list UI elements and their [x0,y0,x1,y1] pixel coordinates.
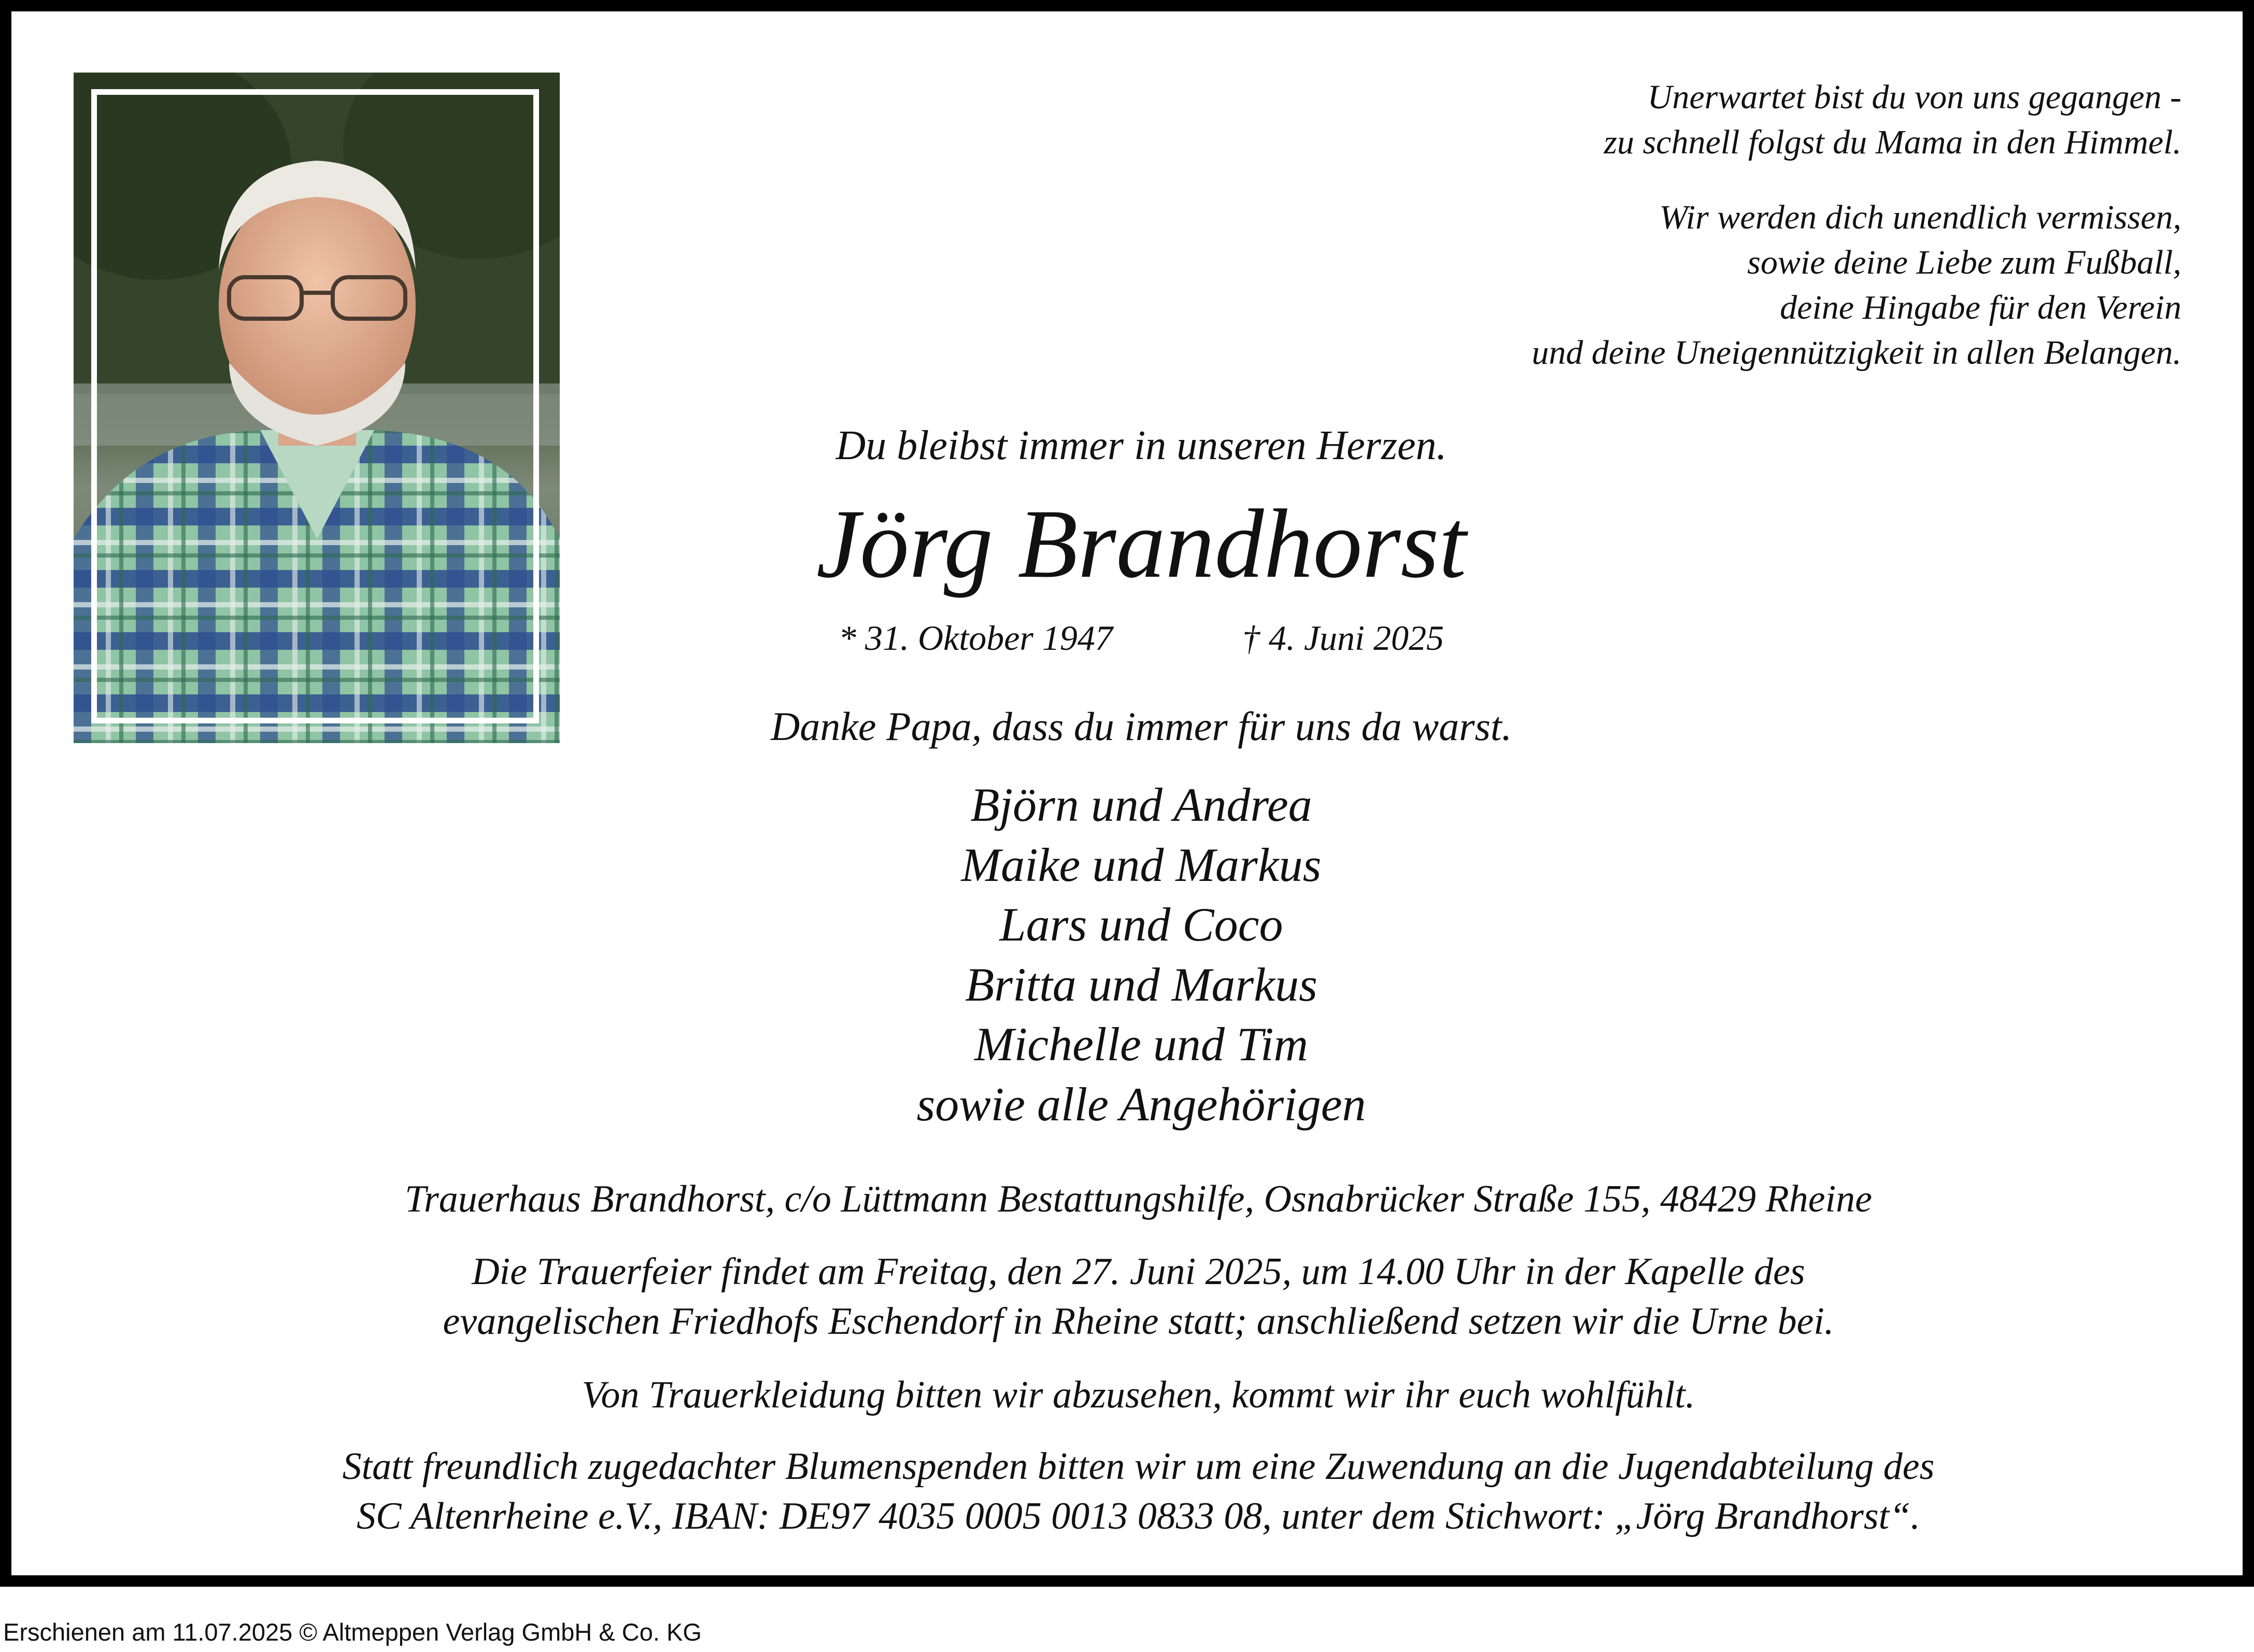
family-member: Britta und Markus [965,958,1317,1011]
verse-line: deine Hingabe für den Verein [1780,289,2181,326]
verse-line: Wir werden dich unendlich vermissen, [1659,198,2181,236]
family-member: Björn und Andrea [970,778,1312,831]
donation-line: Statt freundlich zugedachter Blumenspenden bitten wir um eine Zuwendung an die Jugendabteilung des [342,1445,1935,1488]
family-member: Lars und Coco [999,898,1283,951]
verse-line: zu schnell folgst du Mama in den Himmel. [1604,123,2181,161]
family-member: Maike und Markus [961,838,1322,891]
death-date: † 4. Juni 2025 [1242,618,1444,658]
publication-footer: Erschienen am 11.07.2025 © Altmeppen Verlag GmbH & Co. KG [3,1618,702,1646]
thanks-line: Danke Papa, dass du immer für uns da warst. [770,704,1512,749]
motto: Du bleibst immer in unseren Herzen. [835,423,1447,468]
ceremony-info [74,1247,2203,1346]
verse-stanza-2 [1532,195,2181,375]
portrait-photo [74,73,560,743]
mourning-house-address: Trauerhaus Brandhorst, c/o Lüttmann Bestattungshilfe, Osnabrücker Straße 155, 48429 Rheine [404,1178,1873,1220]
donation-line: SC Altenrheine e.V., IBAN: DE97 4035 0005 0013 0833 08, unter dem Stichwort: „Jörg Brandhorst“. [357,1495,1920,1537]
donation-info [74,1442,2203,1541]
ceremony-line: Die Trauerfeier findet am Freitag, den 27. Juni 2025, um 14.00 Uhr in der Kapelle des [472,1250,1805,1293]
family-list [670,775,1613,1134]
family-member: Michelle und Tim [974,1018,1308,1071]
verse-line: sowie deine Liebe zum Fußball, [1747,244,2181,281]
family-member: sowie alle Angehörigen [916,1077,1366,1131]
deceased-name: Jörg Brandhorst [816,490,1467,599]
photo-inner-border [91,89,539,723]
dress-note: Von Trauerkleidung bitten wir abzusehen, kommt wir ihr euch wohlfühlt. [582,1374,1695,1416]
birth-date: * 31. Oktober 1947 [839,618,1113,658]
verse-line: und deine Uneigennützigkeit in allen Belangen. [1532,334,2181,372]
life-dates [670,615,1613,661]
verse-stanza-1 [1604,75,2181,165]
ceremony-line: evangelischen Friedhofs Eschendorf in Rheine statt; anschließend setzen wir die Urne bei. [443,1300,1834,1343]
verse-line: Unerwartet bist du von uns gegangen - [1647,78,2181,116]
